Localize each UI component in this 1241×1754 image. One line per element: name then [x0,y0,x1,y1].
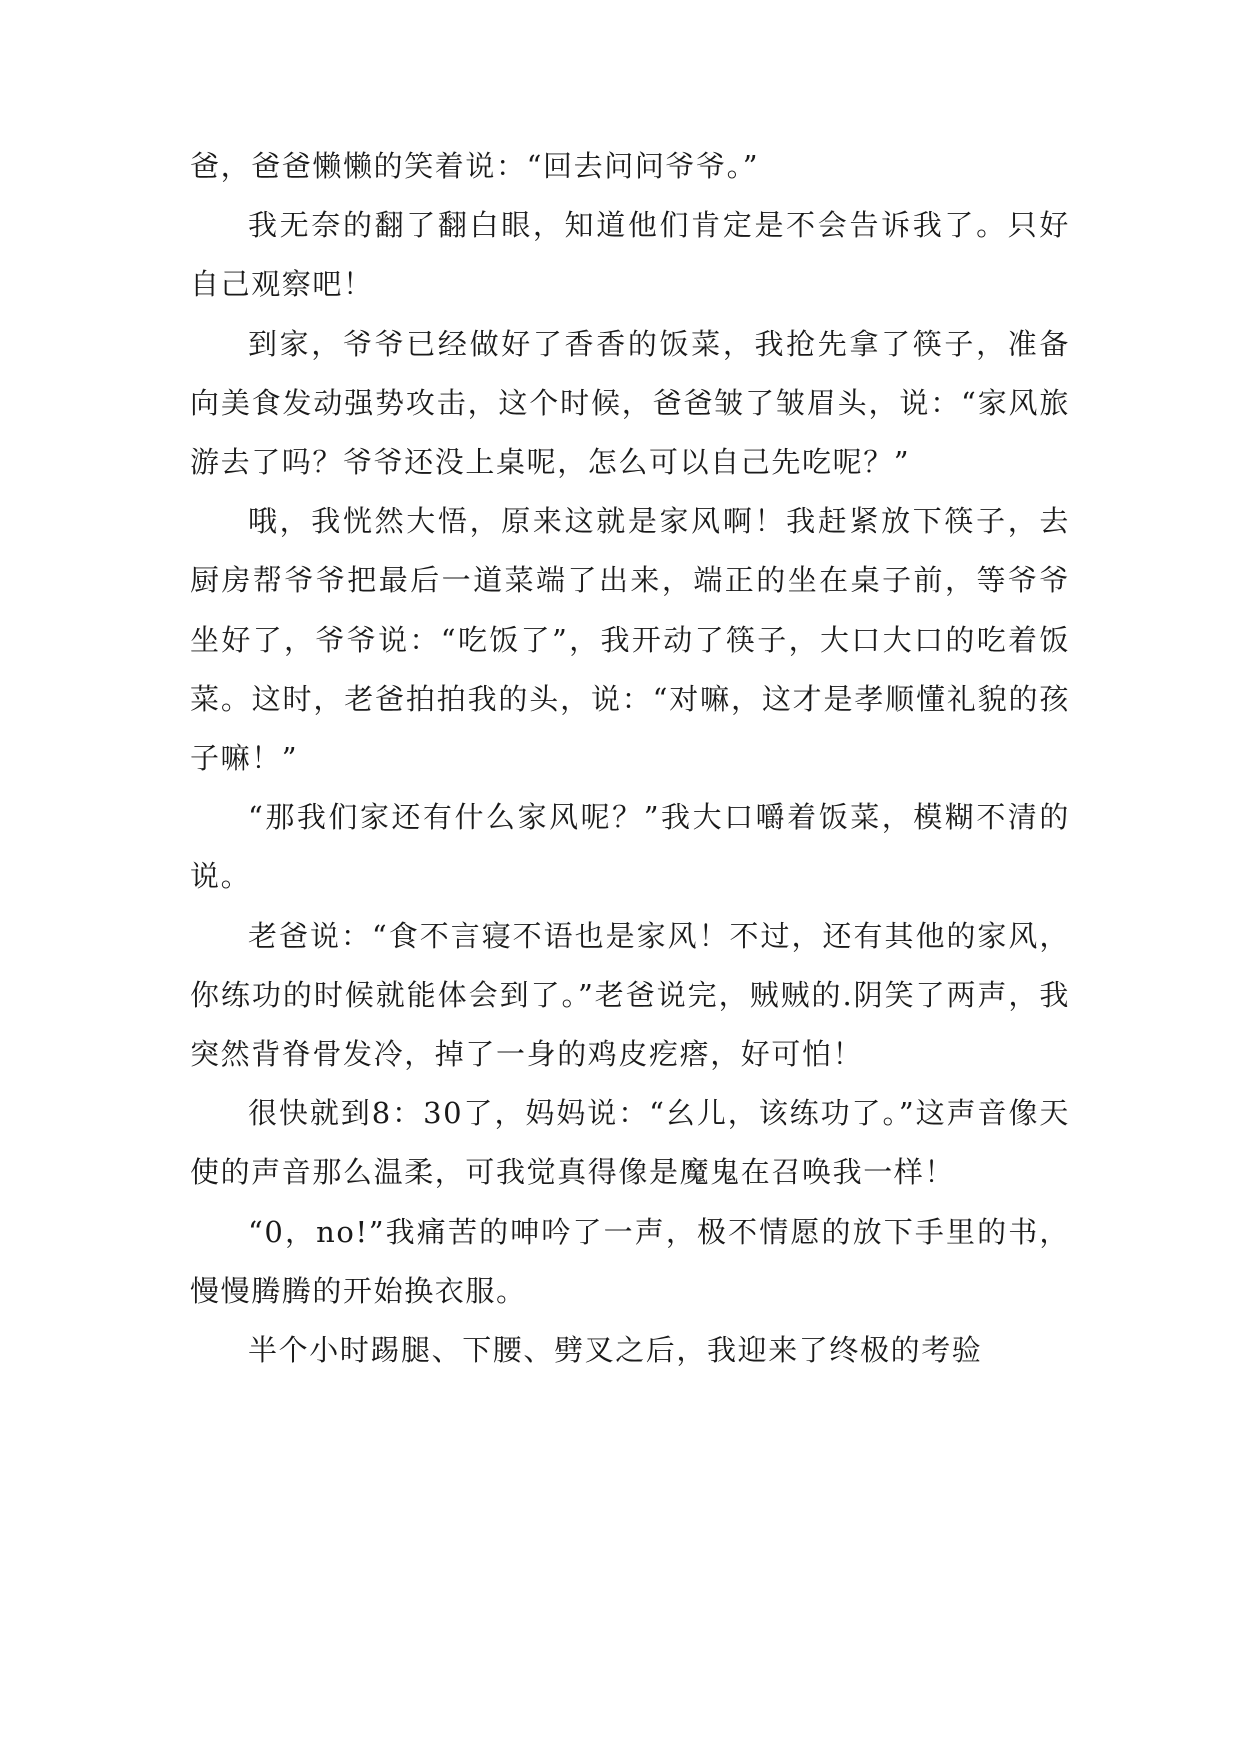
paragraph-8: “0，no!”我痛苦的呻吟了一声，极不情愿的放下手里的书，慢慢腾腾的开始换衣服。 [190,1214,1070,1308]
paragraph-5: “那我们家还有什么家风呢？”我大口嚼着饭菜，模糊不清的说。 [190,800,1070,894]
paragraph-9: 半个小时踢腿、下腰、劈叉之后，我迎来了终极的考验 [248,1333,983,1368]
document-page [190,137,1070,1380]
paragraph-3: 到家，爷爷已经做好了香香的饭菜，我抢先拿了筷子，准备向美食发动强势攻击，这个时候，爸爸皱了皱眉头，说：“家风旅游去了吗？爷爷还没上桌呢，怎么可以自己先吃呢？” [190,326,1070,480]
paragraph-1: 爸，爸爸懒懒的笑着说：“回去问问爷爷。” [190,149,760,183]
paragraph-2: 我无奈的翻了翻白眼，知道他们肯定是不会告诉我了。只好自己观察吧！ [190,208,1070,302]
paragraph-6: 老爸说：“食不言寝不语也是家风！不过，还有其他的家风，你练功的时候就能体会到了。”老爸说完，贼贼的.阴笑了两声，我突然背脊骨发冷，掉了一身的鸡皮疙瘩，好可怕！ [190,918,1070,1072]
paragraph-4: 哦，我恍然大悟，原来这就是家风啊！我赶紧放下筷子，去厨房帮爷爷把最后一道菜端了出来，端正的坐在桌子前，等爷爷坐好了，爷爷说：“吃饭了”，我开动了筷子，大口大口的吃着饭菜。这时，老爸拍拍我的头，说：“对嘛，这才是孝顺懂礼貌的孩子嘛！” [190,504,1070,776]
paragraph-7: 很快就到8：30了，妈妈说：“幺儿，该练功了。”这声音像天使的声音那么温柔，可我觉真得像是魔鬼在召唤我一样！ [190,1096,1070,1190]
